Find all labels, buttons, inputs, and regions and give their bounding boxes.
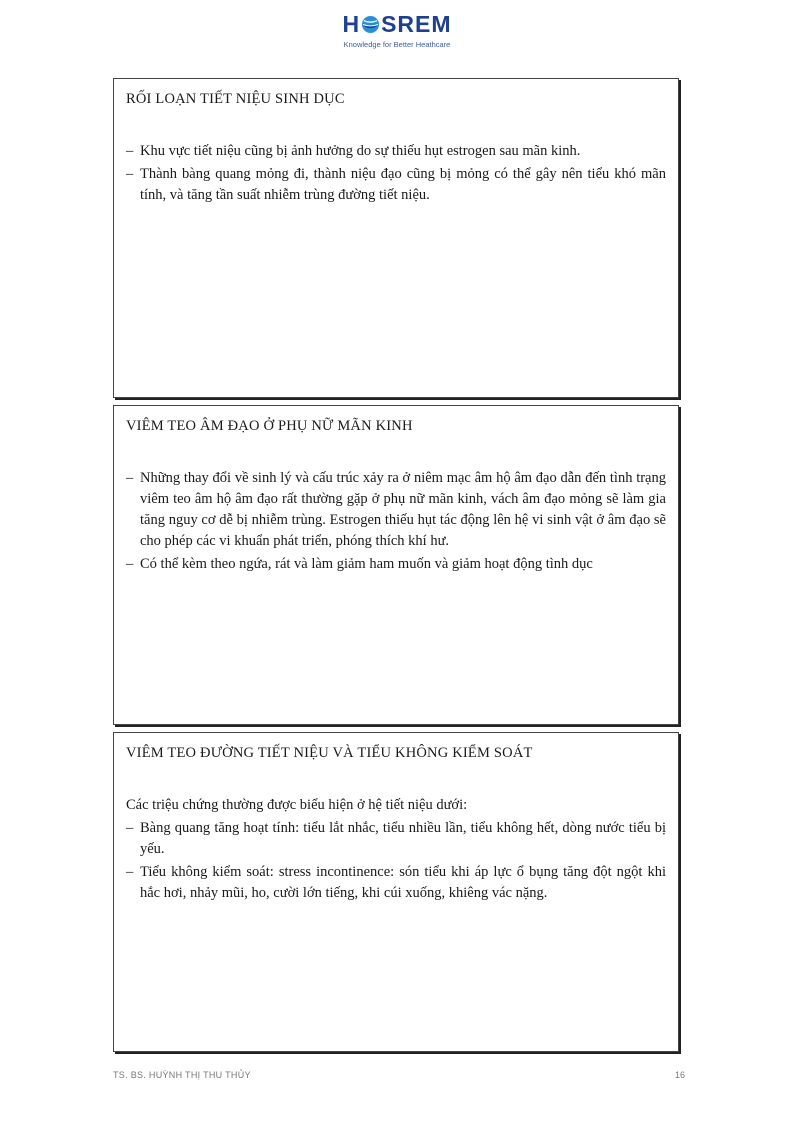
logo-wordmark — [342, 12, 451, 36]
header-logo — [0, 12, 794, 49]
list-item — [126, 468, 666, 552]
bullet-dash: – — [126, 556, 134, 572]
bullet-list — [126, 818, 666, 904]
logo-text-right: SREM — [381, 11, 452, 37]
slide-intro: Các triệu chứng thường được biểu hiện ở hệ tiết niệu dưới: — [126, 797, 468, 813]
bullet-dash: – — [126, 143, 134, 159]
list-item — [126, 862, 666, 904]
bullet-dash: – — [126, 864, 134, 880]
slide-title: VIÊM TEO ÂM ĐẠO Ở PHỤ NỮ MÃN KINH — [126, 418, 413, 434]
bullet-dash: – — [126, 820, 134, 836]
slide-1 — [113, 78, 679, 398]
slide-title: RỐI LOẠN TIẾT NIỆU SINH DỤC — [126, 91, 345, 107]
slide-3 — [113, 732, 679, 1052]
bullet-list — [126, 141, 666, 206]
logo-text-left: H — [342, 11, 361, 37]
slide-body — [126, 468, 666, 575]
list-item — [126, 164, 666, 206]
slide-body — [126, 795, 666, 904]
page-number: 16 — [674, 1070, 685, 1080]
bullet-text: Thành bàng quang mỏng đi, thành niệu đạo cũng bị mỏng có thể gây nên tiểu khó mãn tính, và tăng tần suất nhiễm trùng đường tiết niệu. — [140, 166, 666, 203]
list-item — [126, 818, 666, 860]
globe-icon — [361, 15, 380, 34]
bullet-list — [126, 468, 666, 575]
slide-body — [126, 141, 666, 206]
list-item — [126, 554, 666, 575]
bullet-text: Tiểu không kiểm soát: stress incontinence: són tiểu khi áp lực ổ bụng tăng đột ngột khi hắc hơi, nhảy mũi, ho, cười lớn tiếng, khi cúi xuống, khiêng vác nặng. — [140, 864, 666, 901]
bullet-text: Bàng quang tăng hoạt tính: tiểu lắt nhắc, tiểu nhiều lần, tiểu không hết, dòng nước tiểu bị yếu. — [140, 820, 666, 857]
bullet-text: Những thay đổi về sinh lý và cấu trúc xảy ra ở niêm mạc âm hộ âm đạo dẫn đến tình trạng viêm teo âm hộ âm đạo rất thường gặp ở phụ nữ mãn kinh, vách âm đạo mỏng sẽ làm gia tăng nguy cơ dễ bị nhiễm trùng. Estrogen thiếu hụt tác động lên hệ vi sinh vật ở âm đạo sẽ cho phép các vi khuẩn phát triển, phóng thích khí hư. — [140, 470, 666, 549]
bullet-text: Khu vực tiết niệu cũng bị ảnh hưởng do sự thiếu hụt estrogen sau mãn kinh. — [140, 143, 581, 159]
slide-title: VIÊM TEO ĐƯỜNG TIẾT NIỆU VÀ TIỂU KHÔNG KIỂM SOÁT — [126, 745, 533, 761]
logo-tagline: Knowledge for Better Heathcare — [343, 40, 451, 49]
bullet-dash: – — [126, 470, 134, 486]
bullet-text: Có thể kèm theo ngứa, rát và làm giảm ham muốn và giảm hoạt động tình dục — [140, 556, 593, 572]
list-item — [126, 141, 666, 162]
footer-author: TS. BS. HUỲNH THỊ THU THỦY — [113, 1070, 251, 1080]
slide-2 — [113, 405, 679, 725]
bullet-dash: – — [126, 166, 134, 182]
